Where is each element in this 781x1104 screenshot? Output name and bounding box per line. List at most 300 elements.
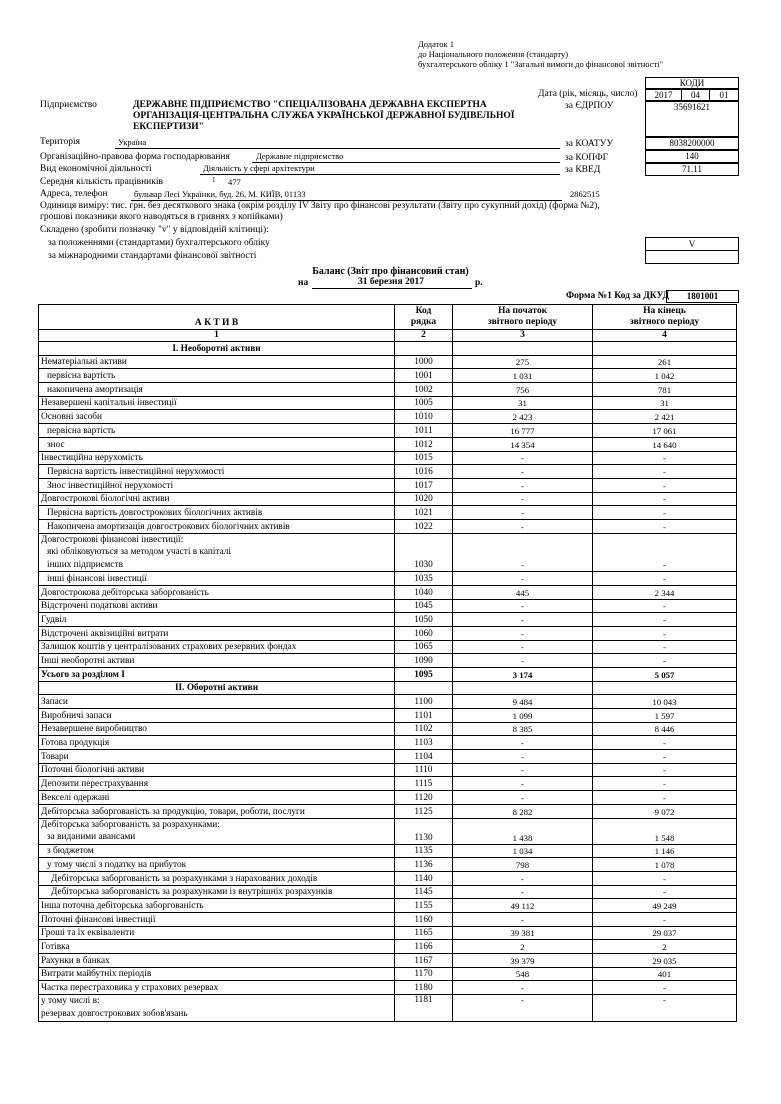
row-label: Накопичена амортизація довгострокових біологічних активів xyxy=(39,519,395,533)
row-code: 1011 xyxy=(395,424,453,438)
row-code: 1045 xyxy=(395,599,453,613)
row-code: 1000 xyxy=(395,355,453,369)
header-code-line-1: Код xyxy=(415,306,432,316)
as-of-date: 31 березня 2017 xyxy=(358,277,425,287)
row-end-value: - xyxy=(593,451,737,465)
table-row xyxy=(39,940,737,954)
table-row xyxy=(39,844,737,858)
row-label: Частка перестраховика у страхових резервах xyxy=(39,981,395,995)
header-start-line-2: звітного періоду xyxy=(487,317,558,327)
row-code: 1020 xyxy=(395,492,453,506)
as-of-line xyxy=(312,288,472,289)
table-row xyxy=(39,506,737,520)
employees-value: 477 xyxy=(228,177,241,187)
table-row xyxy=(39,585,737,599)
table-row xyxy=(39,695,737,709)
row-end-value: 17 061 xyxy=(593,424,737,438)
row-label: Відстрочені податкові активи xyxy=(39,599,395,613)
row-end-value: - xyxy=(593,777,737,791)
row-start-value: 16 777 xyxy=(453,424,593,438)
colnum-1: 1 xyxy=(39,330,395,342)
row-code: 1102 xyxy=(395,722,453,736)
row-label: Незавершене виробництво xyxy=(39,722,395,736)
row-label: Незавершені капітальні інвестиції xyxy=(39,396,395,410)
row-end-value: - xyxy=(593,885,737,899)
row-code: 1012 xyxy=(395,437,453,451)
table-row xyxy=(39,626,737,640)
row-end-value: 1 597 xyxy=(593,709,737,723)
compiled-opt-2: за міжнародними стандартами фінансової звітності xyxy=(48,251,257,261)
table-row xyxy=(39,451,737,465)
territory-value: Україна xyxy=(118,137,147,147)
row-start-value: 1 099 xyxy=(453,709,593,723)
row-end-value: 781 xyxy=(593,383,737,397)
row-code: 1010 xyxy=(395,410,453,424)
header-start-line-1: На початок xyxy=(497,306,548,316)
row-code: 1050 xyxy=(395,613,453,627)
row-start-value: - xyxy=(453,995,593,1022)
section-row xyxy=(39,342,737,356)
compiled-label: Складено (зробити позначку "v" у відповідній клітинці): xyxy=(40,225,269,235)
row-label: Усього за розділом I xyxy=(39,667,395,681)
koatuu-box xyxy=(645,137,739,150)
row-label: Поточні фінансові інвестиції xyxy=(39,912,395,926)
row-start-value: 275 xyxy=(453,355,593,369)
form-label: Форма №1 Код за ДКУД xyxy=(566,291,670,301)
row-code: 1104 xyxy=(395,750,453,764)
row-end-value: 1 078 xyxy=(593,858,737,872)
row-end-value: 8 446 xyxy=(593,722,737,736)
row-start-value: 1 031 xyxy=(453,369,593,383)
row-start-value: - xyxy=(453,763,593,777)
row-end-value: 2 344 xyxy=(593,585,737,599)
row-code: 1022 xyxy=(395,519,453,533)
report-title: Баланс (Звіт про фінансовий стан) xyxy=(312,266,469,277)
row-label: Дебіторська заборгованість за розрахунками з нарахованих доходів xyxy=(39,871,395,885)
row-start-value: - xyxy=(453,613,593,627)
row-start-value: - xyxy=(453,736,593,750)
row-code xyxy=(395,342,453,356)
row-label: Депозити перестрахування xyxy=(39,777,395,791)
row-label: Інша поточна дебіторська заборгованість xyxy=(39,899,395,913)
row-code: 1136 xyxy=(395,858,453,872)
row-start-value: 3 174 xyxy=(453,667,593,681)
header-end xyxy=(593,305,737,330)
table-row xyxy=(39,871,737,885)
table-row xyxy=(39,709,737,723)
row-end-value: 49 249 xyxy=(593,899,737,913)
row-label: Дебіторська заборгованість за продукцію, товари, роботи, послуги xyxy=(39,804,395,818)
row-end-value: 5 057 xyxy=(593,667,737,681)
activity-value: Діяльність у сфері архітектури xyxy=(203,163,315,173)
row-code: 1005 xyxy=(395,396,453,410)
employees-mark: 1 xyxy=(212,176,216,184)
header-start xyxy=(453,305,593,330)
row-end-value: 10 043 xyxy=(593,695,737,709)
row-start-value: - xyxy=(453,478,593,492)
row-end-value: - xyxy=(593,478,737,492)
row-end-value: - xyxy=(593,791,737,805)
row-start-value: 1 438 xyxy=(453,818,593,844)
row-code: 1167 xyxy=(395,954,453,968)
table-row xyxy=(39,519,737,533)
row-code: 1060 xyxy=(395,626,453,640)
row-start-value: 2 423 xyxy=(453,410,593,424)
header-asset: А К Т И В xyxy=(39,305,395,330)
address-value: бульвар Лесі Українки, буд. 26, М. КИЇВ, 01133 xyxy=(134,189,306,199)
row-start-value: 9 484 xyxy=(453,695,593,709)
activity-line xyxy=(200,174,560,175)
table-row xyxy=(39,640,737,654)
unit-note-2: грошові показники якого наводяться в гривнях з копійками) xyxy=(40,212,283,222)
kopfg-box xyxy=(645,150,739,163)
edrpou-label: за ЄДРПОУ xyxy=(565,101,614,111)
row-start-value: 8 385 xyxy=(453,722,593,736)
table-row xyxy=(39,818,737,844)
table-row xyxy=(39,410,737,424)
row-end-value: - xyxy=(593,626,737,640)
row-code: 1103 xyxy=(395,736,453,750)
row-label-line: Довгострокові фінансові інвестиції: xyxy=(41,534,184,545)
colnum-3: 3 xyxy=(453,330,593,342)
row-code: 1100 xyxy=(395,695,453,709)
table-row xyxy=(39,995,737,1022)
row-label: інші фінансові інвестиції xyxy=(39,572,395,586)
row-start-value: - xyxy=(453,572,593,586)
row-label: Інші необоротні активи xyxy=(39,654,395,668)
koatuu-label: за КОАТУУ xyxy=(565,139,614,149)
row-code: 1145 xyxy=(395,885,453,899)
row-end-value: - xyxy=(593,572,737,586)
table-row xyxy=(39,750,737,764)
row-label: Основні засоби xyxy=(39,410,395,424)
row-start-value: - xyxy=(453,981,593,995)
row-start-value: - xyxy=(453,912,593,926)
table-row xyxy=(39,533,737,572)
row-start-value: - xyxy=(453,519,593,533)
date-month: 04 xyxy=(682,90,710,100)
row-label: II. Оборотні активи xyxy=(39,681,395,695)
row-start-value: 39 379 xyxy=(453,954,593,968)
table-row xyxy=(39,777,737,791)
row-label: Первісна вартість довгострокових біологічних активів xyxy=(39,506,395,520)
row-label: Товари xyxy=(39,750,395,764)
table-row xyxy=(39,954,737,968)
form-code-box xyxy=(666,290,739,303)
row-code: 1125 xyxy=(395,804,453,818)
row-start-value: - xyxy=(453,750,593,764)
balance-table xyxy=(38,304,737,1022)
address-label: Адреса, телефон xyxy=(40,189,108,199)
row-end-value: 261 xyxy=(593,355,737,369)
row-end-value: 2 xyxy=(593,940,737,954)
row-start-value: - xyxy=(453,626,593,640)
row-end-value: - xyxy=(593,465,737,479)
row-end-value: - xyxy=(593,912,737,926)
row-code: 1090 xyxy=(395,654,453,668)
table-row xyxy=(39,572,737,586)
address-phone: 2862515 xyxy=(570,189,600,199)
row-end-value: 29 035 xyxy=(593,954,737,968)
column-number-row xyxy=(39,330,737,342)
row-code: 1016 xyxy=(395,465,453,479)
row-end-value: - xyxy=(593,736,737,750)
row-start-value: 1 034 xyxy=(453,844,593,858)
row-code: 1095 xyxy=(395,667,453,681)
table-row xyxy=(39,369,737,383)
table-row xyxy=(39,355,737,369)
row-end-value: - xyxy=(593,763,737,777)
date-box xyxy=(645,89,739,101)
row-code: 1035 xyxy=(395,572,453,586)
row-code: 1030 xyxy=(395,533,453,572)
colnum-2: 2 xyxy=(395,330,453,342)
row-start-value: - xyxy=(453,465,593,479)
header-code xyxy=(395,305,453,330)
header-end-line-1: На кінець xyxy=(643,306,686,316)
row-end-value: - xyxy=(593,506,737,520)
row-end-value: - xyxy=(593,654,737,668)
row-end-value xyxy=(593,342,737,356)
row-label: накопичена амортизація xyxy=(39,383,395,397)
table-row xyxy=(39,981,737,995)
table-header-row xyxy=(39,305,737,330)
table-row xyxy=(39,492,737,506)
row-start-value: - xyxy=(453,871,593,885)
form-code: 1801001 xyxy=(686,291,719,301)
row-label xyxy=(39,818,395,844)
table-row xyxy=(39,478,737,492)
row-code: 1115 xyxy=(395,777,453,791)
total-row xyxy=(39,667,737,681)
table-row xyxy=(39,791,737,805)
row-label: Нематеріальні активи xyxy=(39,355,395,369)
table-row xyxy=(39,599,737,613)
row-start-value: - xyxy=(453,599,593,613)
table-row xyxy=(39,613,737,627)
row-start-value: - xyxy=(453,640,593,654)
row-start-value: 445 xyxy=(453,585,593,599)
table-row xyxy=(39,465,737,479)
row-label: Інвестиційна нерухомість xyxy=(39,451,395,465)
row-end-value xyxy=(593,681,737,695)
row-start-value: 14 354 xyxy=(453,437,593,451)
row-start-value: 31 xyxy=(453,396,593,410)
row-label: Готівка xyxy=(39,940,395,954)
enterprise-name-3: ЕКСПЕРТИЗИ" xyxy=(133,122,204,132)
row-code: 1165 xyxy=(395,926,453,940)
codes-header: КОДИ xyxy=(679,78,705,88)
table-row xyxy=(39,437,737,451)
row-start-value: - xyxy=(453,533,593,572)
legal-form-label: Організаційно-правова форма господарювання xyxy=(40,152,230,162)
row-end-value: - xyxy=(593,613,737,627)
enterprise-name-2: ОРГАНІЗАЦІЯ-ЦЕНТРАЛЬНА СЛУЖБА УКРАЇНСЬКОЇ ДЕРЖАВНОЇ БУДІВЕЛЬНОЇ xyxy=(133,111,515,121)
table-row xyxy=(39,926,737,940)
date-label: Дата (рік, місяць, число) xyxy=(538,89,638,99)
row-end-value: 31 xyxy=(593,396,737,410)
row-label: Гроші та їх еквіваленти xyxy=(39,926,395,940)
row-label-line: інших підприємств xyxy=(47,559,124,570)
kved-code: 71.11 xyxy=(682,164,702,174)
row-label: Знос інвестиційної нерухомості xyxy=(39,478,395,492)
legal-form-value: Державне підприємство xyxy=(256,151,344,161)
row-end-value: 1 146 xyxy=(593,844,737,858)
row-end-value: - xyxy=(593,519,737,533)
row-code: 1166 xyxy=(395,940,453,954)
compiled-opt-1: за положеннями (стандартами) бухгалтерського обліку xyxy=(48,238,270,248)
row-end-value: 1 042 xyxy=(593,369,737,383)
row-end-value: 9 072 xyxy=(593,804,737,818)
row-label: Залишок коштів у централізованих страхових резервних фондах xyxy=(39,640,395,654)
table-row xyxy=(39,858,737,872)
row-end-value: - xyxy=(593,533,737,572)
row-label xyxy=(39,533,395,572)
row-end-value: - xyxy=(593,995,737,1022)
row-end-value: - xyxy=(593,981,737,995)
activity-label: Вид економічної діяльності xyxy=(40,164,152,174)
row-label: Рахунки в банках xyxy=(39,954,395,968)
kopfg-code: 140 xyxy=(685,151,699,161)
table-row xyxy=(39,885,737,899)
row-end-value: - xyxy=(593,871,737,885)
row-code: 1021 xyxy=(395,506,453,520)
enterprise-name-1: ДЕРЖАВНЕ ПІДПРИЄМСТВО "СПЕЦІАЛІЗОВАНА ДЕРЖАВНА ЕКСПЕРТНА xyxy=(133,100,487,110)
row-label: Витрати майбутніх періодів xyxy=(39,967,395,981)
row-label-line: у тому числі в: xyxy=(41,996,100,1007)
row-label xyxy=(39,995,395,1022)
row-label: Дебіторська заборгованість за розрахунками із внутрішніх розрахунків xyxy=(39,885,395,899)
row-label-line: резервах довгострокових зобов'язань xyxy=(41,1008,188,1019)
table-row xyxy=(39,899,737,913)
table-row xyxy=(39,396,737,410)
row-end-value: - xyxy=(593,492,737,506)
row-code: 1120 xyxy=(395,791,453,805)
row-start-value: - xyxy=(453,506,593,520)
row-code: 1101 xyxy=(395,709,453,723)
compiled-checkbox-2[interactable] xyxy=(645,250,739,264)
row-code: 1065 xyxy=(395,640,453,654)
row-code: 1017 xyxy=(395,478,453,492)
row-start-value: 548 xyxy=(453,967,593,981)
table-row xyxy=(39,383,737,397)
row-label-line: які обліковуються за методом участі в капіталі xyxy=(47,547,232,558)
row-code: 1135 xyxy=(395,844,453,858)
date-day: 01 xyxy=(719,90,729,100)
row-start-value: 49 112 xyxy=(453,899,593,913)
row-label: Довгострокові біологічні активи xyxy=(39,492,395,506)
employees-label: Середня кількість працівників xyxy=(40,177,163,187)
row-code: 1002 xyxy=(395,383,453,397)
row-start-value: - xyxy=(453,791,593,805)
row-end-value: 2 421 xyxy=(593,410,737,424)
row-label: Запаси xyxy=(39,695,395,709)
edrpou-code: 35691621 xyxy=(674,102,710,112)
edrpou-box xyxy=(645,101,739,137)
enterprise-label: Підприємство xyxy=(40,100,97,110)
row-start-value: - xyxy=(453,451,593,465)
table-row xyxy=(39,722,737,736)
row-label-line: Дебіторська заборгованість за розрахунками: xyxy=(41,819,220,830)
row-label: Готова продукція xyxy=(39,736,395,750)
row-label-line: за виданими авансами xyxy=(47,832,136,842)
row-label: I. Необоротні активи xyxy=(39,342,395,356)
kopfg-label: за КОПФГ xyxy=(565,153,609,163)
header-end-line-2: звітного періоду xyxy=(629,317,700,327)
colnum-4: 4 xyxy=(593,330,737,342)
row-start-value: 8 282 xyxy=(453,804,593,818)
kved-label: за КВЕД xyxy=(565,165,601,175)
as-of-suffix: р. xyxy=(475,278,483,288)
row-start-value: 39 381 xyxy=(453,926,593,940)
table-row xyxy=(39,736,737,750)
row-code: 1170 xyxy=(395,967,453,981)
row-start-value: - xyxy=(453,654,593,668)
row-label: первісна вартість xyxy=(39,369,395,383)
header-code-line-2: рядка xyxy=(410,317,437,327)
row-code xyxy=(395,681,453,695)
annex-line-2: до Національного положення (стандарту) xyxy=(418,49,569,59)
row-label: Виробничі запаси xyxy=(39,709,395,723)
row-start-value: 756 xyxy=(453,383,593,397)
date-year: 2017 xyxy=(646,90,682,100)
row-code: 1015 xyxy=(395,451,453,465)
table-row xyxy=(39,654,737,668)
row-label: Відстрочені аквізиційні витрати xyxy=(39,626,395,640)
row-start-value: 798 xyxy=(453,858,593,872)
row-code: 1155 xyxy=(395,899,453,913)
row-end-value: - xyxy=(593,640,737,654)
row-code: 1180 xyxy=(395,981,453,995)
compiled-checkbox-1[interactable] xyxy=(645,237,739,251)
row-label: Довгострокова дебіторська заборгованість xyxy=(39,585,395,599)
row-start-value: 2 xyxy=(453,940,593,954)
row-label: Гудвіл xyxy=(39,613,395,627)
row-start-value: - xyxy=(453,885,593,899)
row-label: знос xyxy=(39,437,395,451)
row-code: 1110 xyxy=(395,763,453,777)
row-end-value: 1 548 xyxy=(593,818,737,844)
row-label: Поточні біологічні активи xyxy=(39,763,395,777)
row-code: 1160 xyxy=(395,912,453,926)
row-start-value: - xyxy=(453,777,593,791)
table-row xyxy=(39,424,737,438)
section-row xyxy=(39,681,737,695)
territory-label: Територія xyxy=(40,137,81,147)
row-start-value: - xyxy=(453,492,593,506)
row-code: 1040 xyxy=(395,585,453,599)
row-end-value: - xyxy=(593,750,737,764)
row-start-value xyxy=(453,681,593,695)
table-row xyxy=(39,804,737,818)
annex-line-1: Додаток 1 xyxy=(418,39,455,49)
row-end-value: 401 xyxy=(593,967,737,981)
row-code: 1001 xyxy=(395,369,453,383)
annex-line-3: бухгалтерського обліку 1 "Загальні вимоги до фінансової звітності" xyxy=(418,59,664,69)
row-start-value xyxy=(453,342,593,356)
table-row xyxy=(39,763,737,777)
kved-box xyxy=(645,163,739,176)
table-row xyxy=(39,967,737,981)
row-code: 1130 xyxy=(395,818,453,844)
koatuu-code: 8038200000 xyxy=(669,138,715,148)
row-end-value: 14 640 xyxy=(593,437,737,451)
unit-note-1: Одиниця виміру: тис. грн. без десяткового знака (окрім розділу IV Звіту про фінансові результати (Звіту про сукупний дохід) (форма №2), xyxy=(40,201,600,211)
row-end-value: 29 037 xyxy=(593,926,737,940)
table-row xyxy=(39,912,737,926)
territory-line xyxy=(115,148,560,149)
compiled-mark-1: V xyxy=(688,239,696,249)
